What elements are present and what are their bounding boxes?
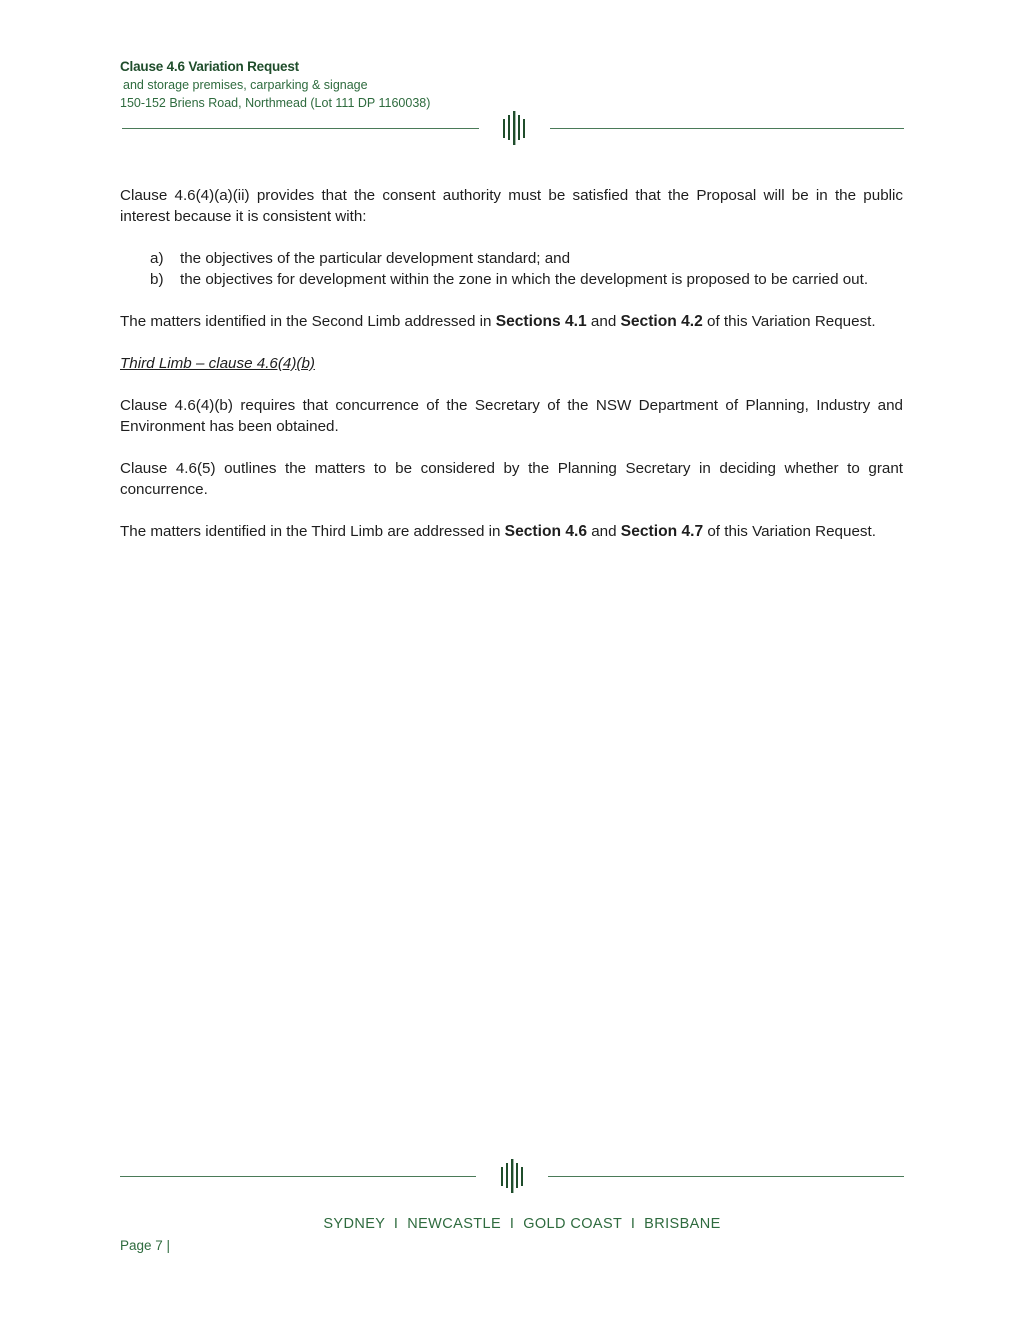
- header-subtitle: and storage premises, carparking & signage: [123, 78, 368, 92]
- paragraph-clause-4-6-4-b: Clause 4.6(4)(b) requires that concurrence of the Secretary of the NSW Department of Planning, Industry and Environment has been obtained.: [120, 397, 903, 435]
- list-marker: a): [150, 250, 164, 267]
- list-marker: b): [150, 271, 164, 288]
- section-reference: Sections 4.1: [495, 313, 587, 330]
- list-item: [120, 269, 903, 290]
- vertical-bars-logo-icon: [499, 111, 529, 147]
- page-number: Page 7 |: [120, 1238, 171, 1253]
- paragraph-third-limb: [120, 521, 903, 542]
- objectives-list: [120, 248, 903, 290]
- text-run: and: [587, 523, 621, 540]
- subheading-third-limb: Third Limb – clause 4.6(4)(b): [120, 355, 315, 372]
- text-run: The matters identified in the Third Limb are addressed in: [120, 523, 505, 540]
- divider-rule-right: [548, 1176, 904, 1177]
- page-header: [120, 58, 903, 112]
- section-reference: Section 4.7: [620, 523, 704, 540]
- vertical-bars-logo-icon: [497, 1159, 527, 1195]
- footer-divider: [120, 1159, 904, 1195]
- text-run: The matters identified in the Second Limb addressed in: [120, 313, 496, 330]
- list-item-text: the objectives for development within the zone in which the development is proposed to be carried out.: [180, 271, 869, 288]
- section-reference: Section 4.6: [504, 523, 588, 540]
- divider-rule-left: [120, 1176, 476, 1177]
- text-run: of this Variation Request.: [703, 523, 876, 540]
- text-run: of this Variation Request.: [702, 313, 876, 330]
- paragraph-clause-4-6-4-a-ii: Clause 4.6(4)(a)(ii) provides that the consent authority must be satisfied that the Proposal will be in the public interest because it is consistent with:: [120, 187, 903, 225]
- header-divider: [122, 111, 904, 147]
- section-reference: Section 4.2: [620, 313, 703, 330]
- divider-rule-left: [122, 128, 479, 129]
- header-title: Clause 4.6 Variation Request: [120, 59, 299, 74]
- header-address: 150-152 Briens Road, Northmead (Lot 111 DP 1160038): [120, 96, 431, 110]
- list-item-text: the objectives of the particular development standard; and: [180, 250, 571, 267]
- paragraph-clause-4-6-5: Clause 4.6(5) outlines the matters to be considered by the Planning Secretary in deciding whether to grant concurrence.: [120, 460, 903, 498]
- text-run: and: [586, 313, 621, 330]
- divider-rule-right: [550, 128, 904, 129]
- footer-office-locations: SYDNEY I NEWCASTLE I GOLD COAST I BRISBANE: [323, 1216, 721, 1232]
- document-body: [120, 185, 903, 563]
- list-item: [120, 248, 903, 269]
- paragraph-second-limb: [120, 311, 903, 332]
